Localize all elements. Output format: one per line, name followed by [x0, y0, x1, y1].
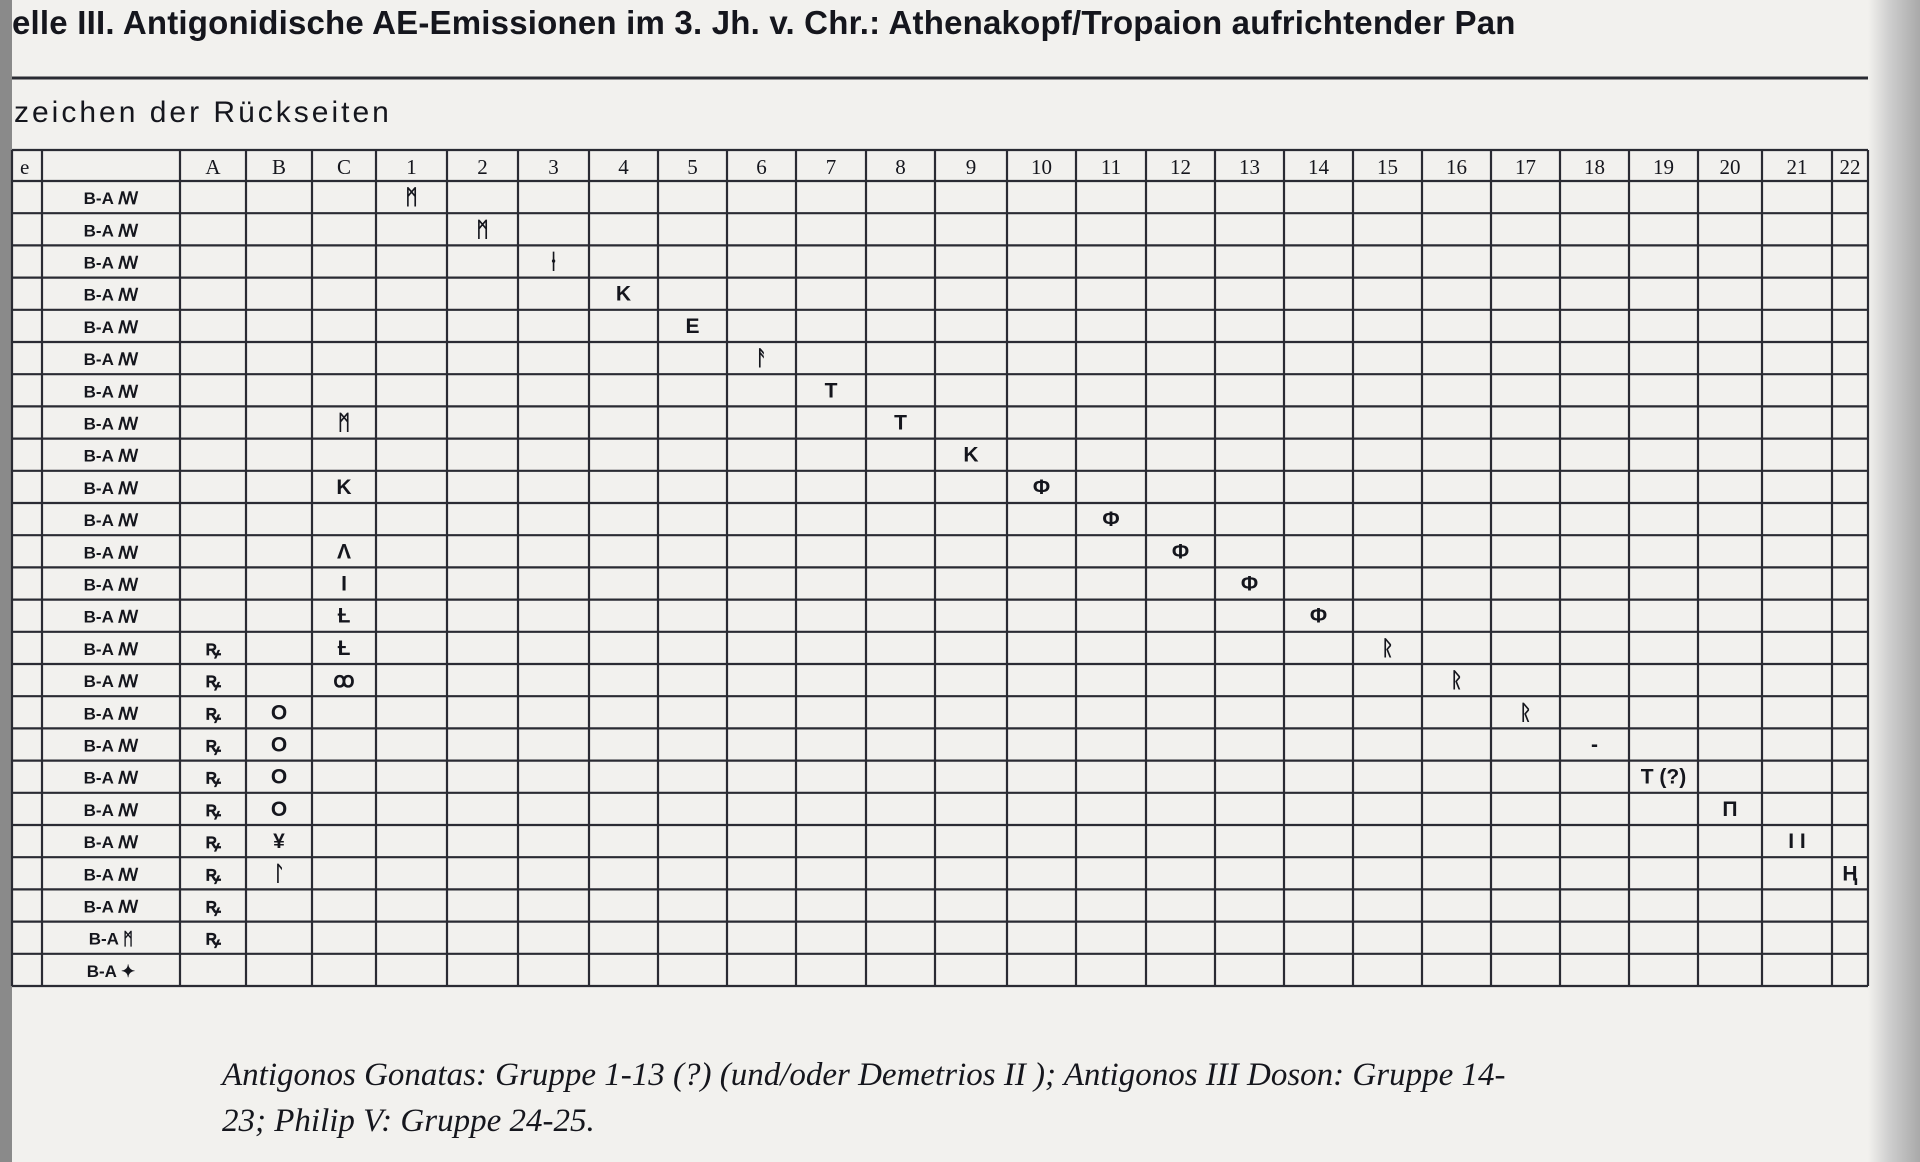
mint-mark: ᚱ — [1381, 636, 1394, 660]
row-label: B-A ꟿ — [83, 478, 139, 498]
mint-mark: ᚱ — [1450, 669, 1463, 693]
column-header: 5 — [687, 155, 698, 179]
column-header: 14 — [1308, 155, 1329, 179]
row-label: B-A ꟿ — [83, 575, 139, 595]
mint-mark: ꝶ — [205, 797, 221, 821]
mint-mark: ꝶ — [205, 862, 221, 886]
mint-mark: K — [336, 475, 352, 499]
row-label: B-A ✦ — [86, 961, 136, 981]
mint-mark: ꝶ — [205, 926, 221, 950]
mint-mark: Ƚ — [337, 636, 351, 660]
mint-mark: ᛗ — [337, 411, 351, 435]
column-header: 22 — [1839, 155, 1861, 179]
column-header: 6 — [756, 155, 767, 179]
mint-mark: Φ — [1032, 475, 1051, 499]
row-label: B-A ꟿ — [83, 253, 139, 273]
mint-mark: ꝶ — [205, 636, 221, 660]
table-title: elle III. Antigonidische AE-Emissionen im 3. Jh. v. Chr.: Athenakopf/Tropaion aufrichtender Pan — [12, 4, 1516, 41]
mint-mark: ¥ — [273, 830, 285, 854]
mint-mark: Π — [1722, 797, 1738, 821]
mint-mark: - — [1591, 733, 1598, 757]
row-label: B-A ꟿ — [83, 221, 139, 241]
mint-mark: ꝶ — [205, 765, 221, 789]
row-label: B-A ᛗ — [88, 929, 134, 949]
mint-mark: Ⱨ — [1842, 862, 1858, 886]
row-label: B-A ꟿ — [83, 768, 139, 788]
column-header: 18 — [1584, 155, 1605, 179]
column-header: 3 — [548, 155, 559, 179]
column-header: 4 — [618, 155, 629, 179]
row-label: B-A ꟿ — [83, 543, 139, 563]
mint-mark: ꝶ — [205, 669, 221, 693]
row-label: B-A ꟿ — [83, 607, 139, 627]
column-header: 12 — [1170, 155, 1191, 179]
column-header: 15 — [1377, 155, 1398, 179]
column-header: 19 — [1653, 155, 1674, 179]
column-header: A — [205, 155, 221, 179]
mint-mark: Φ — [1240, 572, 1259, 596]
scan-right-shadow — [1868, 0, 1920, 1162]
mint-mark: T (?) — [1640, 765, 1687, 789]
mint-mark: O — [270, 701, 288, 725]
row-label: B-A ꟿ — [83, 704, 139, 724]
mint-mark: T — [824, 379, 838, 403]
mint-mark: ᛗ — [405, 186, 418, 210]
column-header-corner: e — [20, 155, 30, 179]
mint-mark: ᚱ — [1519, 701, 1532, 725]
column-header: 10 — [1031, 155, 1052, 179]
row-label: B-A ꟿ — [83, 382, 139, 402]
mint-mark: ꝶ — [205, 830, 221, 854]
column-header: 7 — [825, 155, 837, 179]
row-label: B-A ꟿ — [83, 800, 139, 820]
column-header: 13 — [1239, 155, 1260, 179]
row-label: B-A ꟿ — [83, 639, 139, 659]
mint-mark: ᚨ — [755, 347, 768, 371]
row-label: B-A ꟿ — [83, 350, 139, 370]
row-label: B-A ꟿ — [83, 672, 139, 692]
mint-mark: O — [270, 765, 288, 789]
column-header: 20 — [1719, 155, 1741, 179]
column-header: 21 — [1786, 155, 1808, 179]
row-label: B-A ꟿ — [83, 189, 139, 209]
column-header: 11 — [1100, 155, 1122, 179]
column-header: 8 — [895, 155, 906, 179]
mint-mark: Ƚ — [337, 604, 351, 628]
column-header: 2 — [477, 155, 488, 179]
mint-mark: Φ — [1171, 540, 1190, 564]
mint-mark: O — [270, 733, 288, 757]
mint-mark: Φ — [1309, 604, 1328, 628]
mint-mark: ꝶ — [205, 733, 221, 757]
mint-mark: ꝶ — [205, 701, 221, 725]
mint-mark: E — [685, 314, 700, 338]
row-label: B-A ꟿ — [83, 897, 139, 917]
column-header: 16 — [1446, 155, 1467, 179]
mint-mark: K — [963, 443, 979, 467]
column-header: 17 — [1515, 155, 1536, 179]
row-label: B-A ꟿ — [83, 414, 139, 434]
table-subtitle: zeichen der Rückseiten — [14, 96, 392, 129]
row-label: B-A ꟿ — [83, 833, 139, 853]
mint-mark: K — [615, 282, 632, 306]
caption-line-1: Antigonos Gonatas: Gruppe 1-13 (?) (und/oder Demetrios II ); Antigonos III Doson: Gruppe 14- — [222, 1057, 1506, 1093]
mint-mark: Ʌ — [336, 540, 352, 564]
column-header: 9 — [965, 155, 977, 179]
mint-mark: ᛗ — [476, 218, 489, 242]
caption-line-2: 23; Philip V: Gruppe 24-25. — [222, 1103, 595, 1139]
mint-mark: ᚽ — [547, 250, 560, 274]
row-label: B-A ꟿ — [83, 317, 139, 337]
mint-mark: I I — [1788, 830, 1806, 854]
row-label: B-A ꟿ — [83, 285, 139, 305]
row-label: B-A ꟿ — [83, 446, 139, 466]
row-label: B-A ꟿ — [83, 865, 139, 885]
mint-mark: I — [341, 572, 347, 596]
mint-mark: T — [894, 411, 907, 435]
column-header: B — [271, 155, 287, 179]
mint-mark: O — [270, 797, 288, 821]
column-header: C — [336, 155, 352, 179]
row-label: B-A ꟿ — [83, 511, 139, 531]
column-header: 1 — [406, 155, 417, 179]
mint-mark: ꝏ — [333, 669, 355, 693]
mint-mark: Φ — [1102, 508, 1120, 532]
table-caption — [222, 1052, 1802, 1144]
row-label: B-A ꟿ — [83, 736, 139, 756]
mint-mark: ꝶ — [205, 894, 221, 918]
mint-mark: ᛚ — [272, 862, 286, 886]
